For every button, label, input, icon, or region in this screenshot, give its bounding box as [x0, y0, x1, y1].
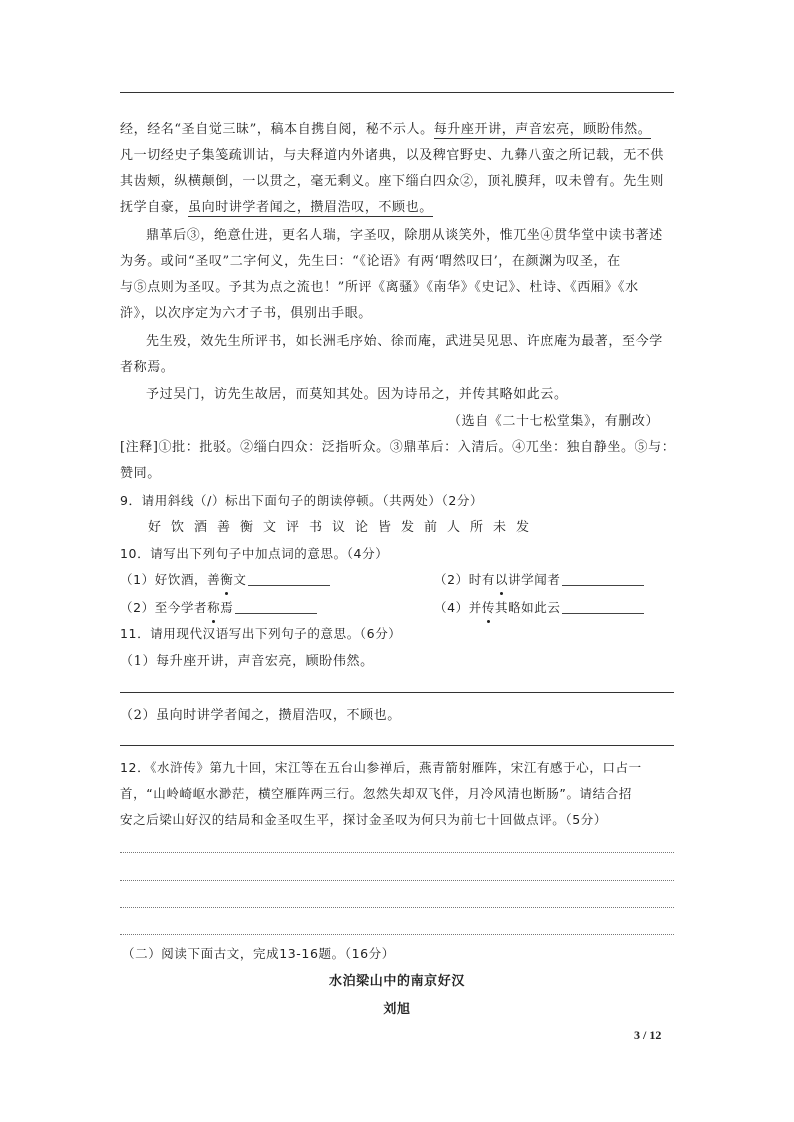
dotted-character: 衡: [220, 568, 233, 592]
passage-line: 者称焉。: [120, 360, 175, 375]
passage-line: 其齿颊，纵横颠倒，一以贯之，毫无剩义。座下缁白四众②，顶礼膜拜，叹未曾有。先生则: [120, 174, 665, 189]
underlined-sentence-2: 虽向时讲学者闻之，攒眉浩叹，不顾也。: [188, 200, 433, 215]
passage-line: 鼎革后③，绝意仕进，更名人瑞，字圣叹，除朋从谈笑外，惟兀坐④贯华堂中读书著述: [146, 228, 663, 243]
answer-line[interactable]: [120, 692, 674, 693]
question-10-item-3: （2）至今学者称焉: [120, 596, 410, 620]
question-12-line: 首，“山岭崎岖水渺茫，横空雁阵两三行。忽然失却双飞伴，月冷风清也断肠”。请结合招: [120, 786, 632, 801]
question-11-prompt: 11．请用现代汉语写出下列句子的意思。（6分）: [120, 626, 402, 641]
answer-blank[interactable]: [248, 571, 330, 586]
answer-line[interactable]: [120, 745, 674, 746]
passage-text: 抚学自豪，: [120, 200, 189, 215]
page-number: 3 / 12: [634, 1028, 662, 1042]
answer-blank[interactable]: [562, 571, 644, 586]
annotation-line: 赞同。: [120, 466, 161, 481]
annotation-line: [注释]①批：批驳。②缁白四众：泛指听众。③鼎革后：入清后。④兀坐：独自静坐。⑤与：: [120, 440, 676, 455]
passage-line: 与⑤点则为圣叹。予其为点之流也！”所评《离骚》《南华》《史记》、杜诗、《西厢》《水: [120, 280, 639, 295]
answer-blank[interactable]: [235, 599, 317, 614]
passage-text: 经，经名“圣自觉三昧”，稿本自携自阅，秘不示人。: [120, 122, 434, 137]
question-10-prompt: 10．请写出下列句子中加点词的意思。（4分）: [120, 546, 389, 561]
question-10-item-4: （4）并传其略如此云: [434, 596, 674, 620]
answer-blank[interactable]: [562, 599, 644, 614]
dotted-character: 以: [495, 568, 508, 592]
passage-line: 先生殁，效先生所评书，如长洲毛序始、徐而庵，武进吴见思、许庶庵为最著，至今学: [146, 334, 663, 349]
question-11-item-2: （2）虽向时讲学者闻之，攒眉浩叹，不顾也。: [120, 708, 401, 723]
question-9-prompt: 9．请用斜线（/）标出下面句子的朗读停顿。（共两处）（2分）: [120, 493, 484, 508]
passage-line: 浒》，以次序定为六才子书，俱别出手眼。: [120, 306, 372, 321]
passage-line: 凡一切经史子集笺疏训诂，与夫释道内外诸典，以及稗官野史、九彝八蛮之所记载，无不供: [120, 148, 665, 163]
dotted-character: 传: [482, 596, 495, 620]
question-10-item-2: （2）时有以讲学闻者: [434, 568, 674, 592]
question-10-item-1: （1）好饮酒，善衡文: [120, 568, 410, 592]
question-11-item-1: （1）每升座开讲，声音宏亮，顾盼伟然。: [120, 654, 374, 669]
passage-line: 为务。或问“圣叹”二字何义，先生曰：“《论语》有两‘喟然叹曰’，在颜渊为叹圣，在: [120, 254, 621, 269]
section-2-title: 水泊梁山中的南京好汉: [328, 974, 465, 989]
question-12-line: 12．《水浒传》第九十回，宋江等在五台山参禅后，燕青箭射雁阵，宋江有感于心，口占一: [120, 760, 642, 775]
header-rule: [120, 92, 674, 93]
passage-line: [120, 196, 674, 220]
question-12-line: 安之后梁山好汉的结局和金圣叹生平，探讨金圣叹为何只为前七十回做点评。（5分）: [120, 812, 608, 827]
dotted-character: 称: [207, 596, 220, 620]
section-2-heading: （二）阅读下面古文，完成13-16题。（16分）: [122, 946, 395, 961]
answer-dotted-line[interactable]: [120, 934, 674, 935]
answer-dotted-line[interactable]: [120, 880, 674, 881]
answer-dotted-line[interactable]: [120, 852, 674, 853]
answer-dotted-line[interactable]: [120, 907, 674, 908]
section-2-author: 刘旭: [383, 1002, 411, 1017]
passage-line: 予过吴门，访先生故居，而莫知其处。因为诗吊之，并传其略如此云。: [146, 387, 568, 402]
question-9-sentence: 好饮酒善衡文评书议论皆发前人所未发: [148, 520, 540, 535]
underlined-sentence-1: 每升座开讲，声音宏亮，顾盼伟然。: [433, 122, 652, 137]
passage-line: [120, 118, 674, 142]
passage-source: （选自《二十七松堂集》，有删改）: [448, 414, 660, 429]
